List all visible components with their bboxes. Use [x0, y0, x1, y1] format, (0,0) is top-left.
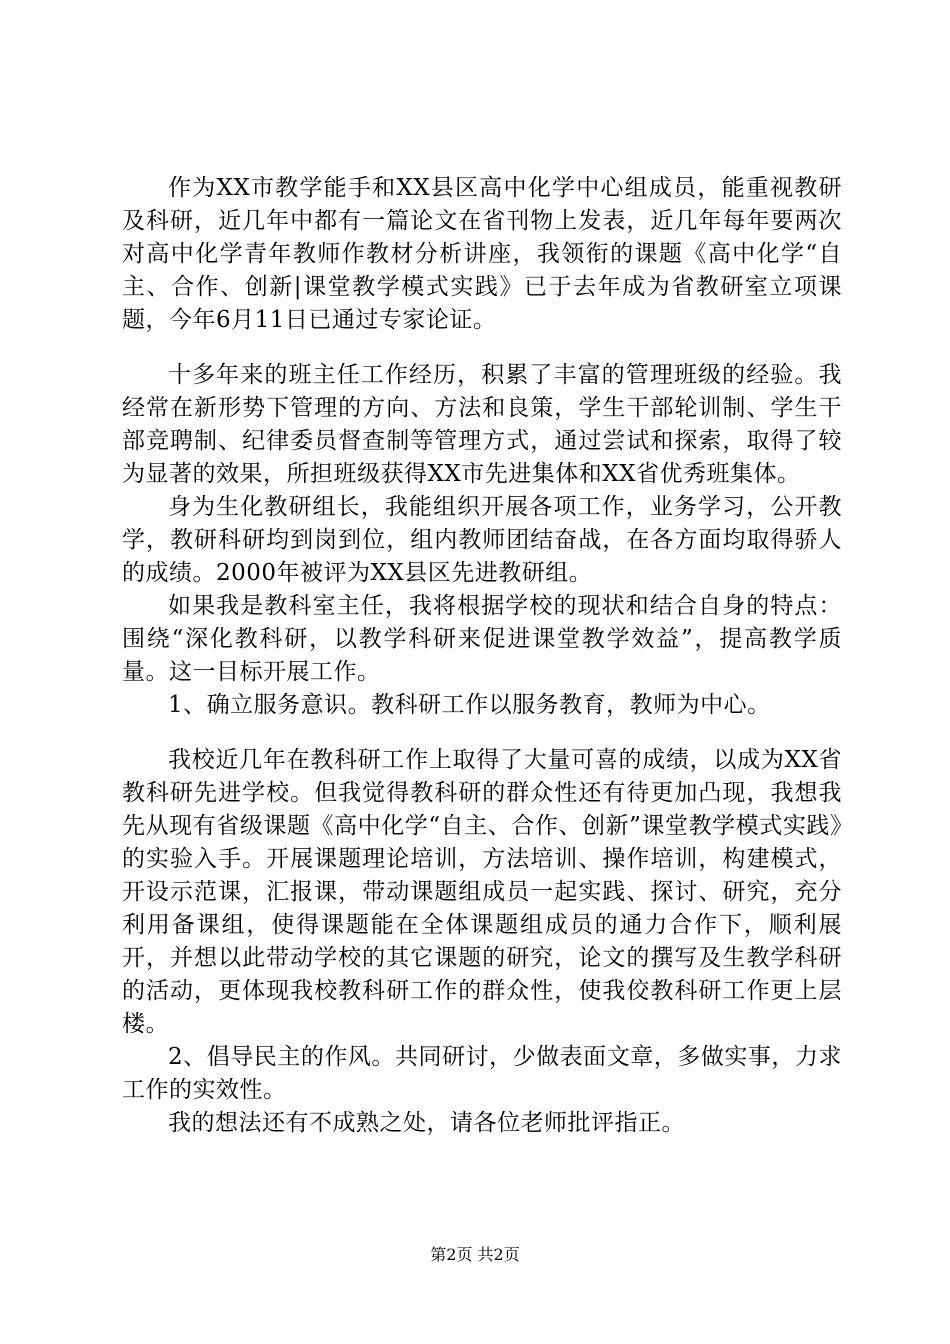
- paragraph-closing: 我的想法还有不成熟之处，请各位老师批评指正。: [168, 1110, 685, 1136]
- page-footer: 第2页 共2页: [430, 1245, 520, 1264]
- paragraph-teaching-research: 作为XX市教学能手和XX县区高中化学中心组成员，能重视教研及科研，近几年中都有一篇论文在省刊物上发表，近几年每年要两次对高中化学青年教师作教材分析讲座，我领衔的课题《高中化学“自主、合作、创新|课堂教学模式实践》已于去年成为省教研室立项课题，今年6月11日已通过专家论证。: [122, 175, 842, 333]
- paragraph-class-management: 十多年来的班主任工作经历，积累了丰富的管理班级的经验。我经常在新形势下管理的方向、方法和良策，学生干部轮训制、学生干部竞聘制、纪律委员督查制等管理方式，通过尝试和探索，取得了较为显著的效果，所担班级获得XX市先进集体和XX省优秀班集体。: [122, 362, 842, 487]
- paragraph-group-leader: 身为生化教研组长，我能组织开展各项工作，业务学习，公开教学，教研科研均到岗到位，组内教师团结奋战，在各方面均取得骄人的成绩。2000年被评为XX县区先进教研组。: [122, 494, 842, 586]
- paragraph-gap: [122, 337, 842, 359]
- paragraph-plan-intro: 如果我是教科室主任，我将根据学校的现状和结合自身的特点：围绕“深化教科研，以教学科研来促进课堂教学效益”，提高教学质量。这一目标开展工作。: [122, 593, 842, 685]
- document-body: [122, 172, 842, 1140]
- paragraph-gap: [122, 722, 842, 744]
- paragraph-school-achievements: 我校近几年在教科研工作上取得了大量可喜的成绩，以成为XX省教科研先进学校。但我觉得教科研的群众性还有待更加凸现，我想我先从现有省级课题《高中化学“自主、合作、创新”课堂教学模式实践》的实验入手。开展课题理论培训，方法培训、操作培训，构建模式，开设示范课，汇报课，带动课题组成员一起实践、探讨、研究，充分利用备课组，使得课题能在全体课题组成员的通力合作下，顺利展开，并想以此带动学校的其它课题的研究，论文的撰写及生教学科研的活动，更体现我校教科研工作的群众性，使我佼教科研工作更上层楼。: [122, 747, 842, 1037]
- paragraph-point-two: 2、倡导民主的作风。共同研讨，少做表面文章，多做实事，力求工作的实效性。: [122, 1044, 842, 1103]
- paragraph-point-one: 1、确立服务意识。教科研工作以服务教育，教师为中心。: [168, 692, 771, 718]
